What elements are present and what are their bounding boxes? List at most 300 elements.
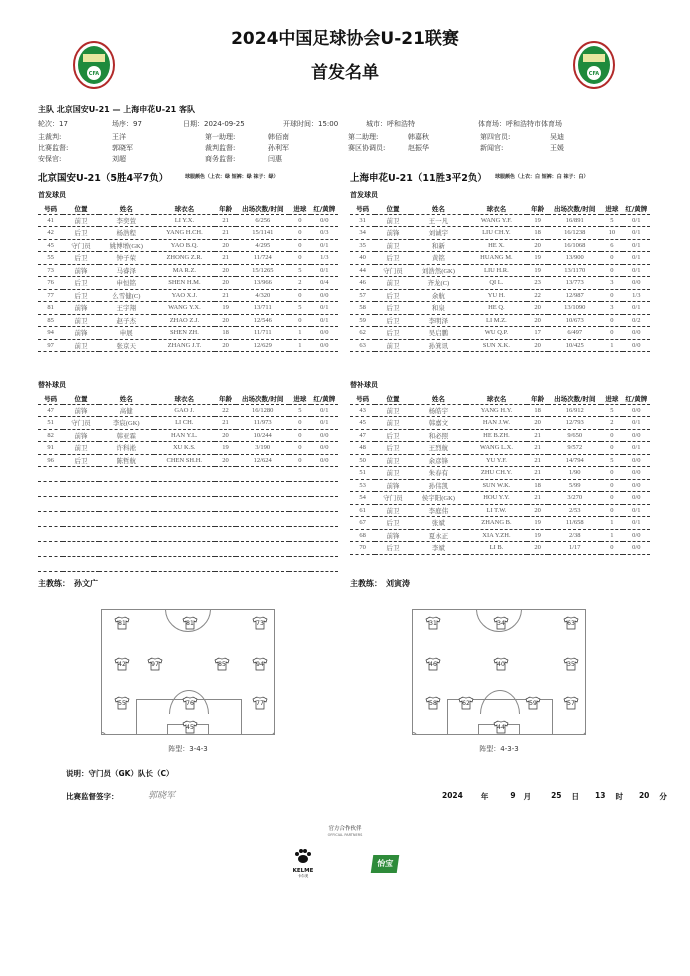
player-cell: WANG Y.F.: [466, 214, 527, 227]
player-cell: 91: [38, 442, 63, 455]
player-cell: 前锋: [63, 429, 98, 442]
player-cell: 0/0: [623, 542, 650, 555]
player-cell: 13/1090: [548, 302, 601, 315]
player-cell: 0: [601, 479, 622, 492]
player-cell: 夏永正: [411, 529, 466, 542]
player-cell: 2: [289, 277, 310, 290]
player-cell: 13/711: [236, 302, 289, 315]
player-row: [350, 479, 650, 492]
official-label: 主裁判:: [38, 133, 62, 141]
player-cell: 20: [215, 264, 236, 277]
player-cell: 21: [215, 214, 236, 227]
player-cell: 后卫: [63, 227, 98, 240]
official-name: 闫惠: [268, 155, 282, 163]
player-cell: 16/912: [548, 404, 601, 417]
player-cell: 11/658: [548, 517, 601, 530]
player-cell: 0/1: [623, 264, 650, 277]
player-cell: 0/1: [311, 314, 338, 327]
player-cell: 后卫: [63, 277, 98, 290]
player-cell: 1: [601, 517, 622, 530]
official-label: 第四官员:: [480, 133, 511, 141]
player-cell: 4/320: [236, 289, 289, 302]
column-header: 出场次数/时间: [548, 393, 601, 404]
player-cell: 0/0: [311, 289, 338, 302]
player-cell: 孙伟凯: [411, 479, 466, 492]
player-cell: 后卫: [375, 302, 410, 315]
player-cell: 22: [215, 404, 236, 417]
round: 轮次：17: [38, 120, 68, 128]
player-cell: LI Y.X.: [154, 214, 215, 227]
player-cell: 54: [350, 492, 375, 505]
column-header: 红/黄牌: [623, 203, 650, 214]
player-row: [350, 214, 650, 227]
player-shirt: [252, 657, 268, 671]
player-cell: 16/1238: [548, 227, 601, 240]
player-cell: 0/0: [623, 339, 650, 352]
player-cell: 0: [601, 252, 622, 265]
player-cell: 前卫: [375, 454, 410, 467]
official-name: 吴迪: [550, 133, 564, 141]
player-cell: 15/1141: [236, 227, 289, 240]
player-cell: 0: [601, 314, 622, 327]
player-cell: 41: [38, 214, 63, 227]
player-cell: 45: [350, 417, 375, 430]
player-cell: 51: [350, 467, 375, 480]
player-cell: 前卫: [63, 339, 98, 352]
player-cell: MA R.Z.: [154, 264, 215, 277]
player-cell: 0/1: [623, 504, 650, 517]
player-row: [38, 252, 338, 265]
date-part: 日: [571, 792, 580, 801]
player-cell: 21: [215, 289, 236, 302]
player-cell: 后卫: [375, 252, 410, 265]
player-cell: 守门员: [375, 264, 410, 277]
goal: [487, 734, 511, 735]
player-cell: XU K.S.: [154, 442, 215, 455]
player-cell: 62: [350, 327, 375, 340]
column-header: 姓名: [411, 393, 466, 404]
player-cell: 20: [527, 239, 548, 252]
player-cell: 9/650: [548, 429, 601, 442]
home-subs-table: [38, 393, 338, 572]
player-cell: 李斌: [411, 542, 466, 555]
player-cell: 赵子杰: [99, 314, 154, 327]
match-no: 场序：97: [112, 120, 142, 128]
player-cell: 67: [350, 517, 375, 530]
player-cell: 6/497: [548, 327, 601, 340]
shirt-number: 85: [218, 661, 226, 668]
shirt-number: 94: [256, 661, 264, 668]
column-header: 球衣名: [466, 203, 527, 214]
player-cell: 20: [215, 277, 236, 290]
shirt-number: 42: [118, 661, 126, 668]
player-cell: 前锋: [375, 479, 410, 492]
player-cell: 20: [215, 339, 236, 352]
player-cell: 97: [38, 339, 63, 352]
player-cell: 0: [289, 289, 310, 302]
player-cell: 3: [601, 302, 622, 315]
player-cell: SHEN H.M.: [154, 277, 215, 290]
player-cell: 21: [527, 454, 548, 467]
player-row: [350, 504, 650, 517]
player-cell: LI B.: [466, 542, 527, 555]
home-starters-label: 首发球员: [38, 191, 66, 199]
player-cell: 1/17: [548, 542, 601, 555]
player-cell: 孙箕讯: [411, 339, 466, 352]
player-cell: 0: [601, 289, 622, 302]
player-cell: 和新: [411, 239, 466, 252]
player-cell: 1: [601, 529, 622, 542]
player-cell: 守门员: [63, 417, 98, 430]
player-cell: 和泉: [411, 302, 466, 315]
match-date: 日期：2024-09-25: [183, 120, 245, 128]
player-cell: 0/0: [311, 327, 338, 340]
player-cell: 70: [350, 542, 375, 555]
away-coach-name: 刘寅涛: [386, 579, 410, 588]
player-cell: 0/1: [623, 252, 650, 265]
player-row: [38, 327, 338, 340]
player-cell: ZHANG B.: [466, 517, 527, 530]
player-cell: ZHU CH.Y.: [466, 467, 527, 480]
player-shirt: [563, 657, 579, 671]
player-cell: 0/0: [311, 214, 338, 227]
page-title: 2024中国足球协会U-21联赛: [231, 29, 459, 49]
player-cell: 前卫: [375, 214, 410, 227]
player-cell: HOU Y.Y.: [466, 492, 527, 505]
player-row: [350, 289, 650, 302]
player-cell: 申展: [99, 327, 154, 340]
player-row: [350, 404, 650, 417]
column-header: 位置: [63, 203, 98, 214]
player-cell: 21: [527, 442, 548, 455]
player-cell: HUANG M.: [466, 252, 527, 265]
player-row: [350, 227, 650, 240]
shirt-number: 46: [429, 661, 437, 668]
player-cell: 0: [601, 542, 622, 555]
player-cell: 前卫: [63, 314, 98, 327]
player-cell: 40: [350, 252, 375, 265]
player-shirt: [147, 657, 163, 671]
column-header: 进球: [601, 203, 622, 214]
player-shirt: [493, 720, 509, 734]
player-cell: 前卫: [375, 339, 410, 352]
player-cell: 55: [38, 252, 63, 265]
player-cell: 59: [350, 314, 375, 327]
player-row: [350, 264, 650, 277]
player-cell: 10/673: [548, 314, 601, 327]
player-cell: 13/1170: [548, 264, 601, 277]
player-shirt: [252, 616, 268, 630]
player-cell: 0/0: [623, 454, 650, 467]
player-cell: 19: [215, 302, 236, 315]
official-label: 第二助理:: [348, 133, 379, 141]
player-cell: 0: [601, 327, 622, 340]
player-cell: LI M.Z.: [466, 314, 527, 327]
player-cell: 20: [215, 454, 236, 467]
official-name: 韩佰南: [268, 133, 289, 141]
away-formation-pitch: [412, 609, 586, 735]
shirt-number: 34: [497, 620, 505, 627]
player-cell: 杨皓宇: [411, 404, 466, 417]
column-header: 姓名: [99, 203, 154, 214]
player-cell: YANG H.CH.: [154, 227, 215, 240]
corner-arc: [101, 732, 106, 735]
player-cell: 10/244: [236, 429, 289, 442]
player-row: [38, 227, 338, 240]
player-cell: 5: [289, 264, 310, 277]
player-cell: 后卫: [375, 517, 410, 530]
player-cell: 13/966: [236, 277, 289, 290]
kelme-logo: [288, 848, 318, 879]
player-row: [38, 264, 338, 277]
shirt-number: 81: [186, 620, 194, 627]
column-header: 姓名: [99, 393, 154, 404]
player-cell: 0: [601, 467, 622, 480]
player-cell: 4/295: [236, 239, 289, 252]
player-cell: 1/3: [623, 289, 650, 302]
player-cell: 73: [38, 264, 63, 277]
kelme-text: KELME: [292, 868, 314, 874]
partners-subtitle: OFFICIAL PARTNERS: [327, 833, 363, 837]
home-team-name: 北京国安U-21（5胜4平7负）: [38, 173, 169, 184]
player-cell: 陈哲航: [99, 454, 154, 467]
svg-text:CFA: CFA: [88, 71, 100, 77]
column-header: 出场次数/时间: [548, 203, 601, 214]
player-cell: CHEN SH.H.: [154, 454, 215, 467]
shirt-number: 59: [529, 700, 537, 707]
player-cell: 11/711: [236, 327, 289, 340]
player-cell: 46: [350, 277, 375, 290]
player-cell: 李奕萱: [99, 214, 154, 227]
player-cell: 后卫: [63, 252, 98, 265]
player-cell: 19: [527, 264, 548, 277]
player-row: [38, 429, 338, 442]
date-part: 年: [480, 792, 489, 801]
player-cell: 57: [350, 289, 375, 302]
player-cell: 后卫: [375, 542, 410, 555]
player-cell: 20: [215, 239, 236, 252]
player-cell: 5/99: [548, 479, 601, 492]
column-header: 球衣名: [154, 393, 215, 404]
player-cell: 85: [38, 314, 63, 327]
official-label: 第一助理:: [205, 133, 236, 141]
goal: [176, 734, 200, 735]
player-shirt: [182, 696, 198, 710]
player-cell: 63: [350, 339, 375, 352]
player-cell: 19: [527, 529, 548, 542]
player-cell: 0: [289, 429, 310, 442]
player-cell: 1: [601, 339, 622, 352]
player-cell: 5: [289, 302, 310, 315]
player-row: [350, 277, 650, 290]
player-cell: 0/3: [311, 227, 338, 240]
player-cell: 申恒铭: [99, 277, 154, 290]
column-header: 球衣名: [154, 203, 215, 214]
official-name: 王媛: [550, 144, 564, 152]
player-cell: 0/1: [623, 442, 650, 455]
official-label: 安保官:: [38, 155, 62, 163]
column-header: 出场次数/时间: [236, 393, 289, 404]
away-team-name: 上海申花U-21（11胜3平2负）: [350, 173, 487, 184]
player-cell: 21: [527, 429, 548, 442]
player-cell: 后卫: [375, 327, 410, 340]
empty-row: [38, 527, 338, 542]
date-part: 时: [615, 792, 623, 801]
away-kit-colors: 球服颜色（上衣：白 短裤：白 袜子：白）: [495, 174, 589, 180]
partners-title: 官方合作伙伴: [328, 826, 362, 832]
shirt-number: 76: [186, 700, 194, 707]
player-shirt: [493, 657, 509, 671]
shirt-number: 97: [151, 661, 159, 668]
player-cell: 前卫: [375, 504, 410, 517]
player-cell: 刘浩然(GK): [411, 264, 466, 277]
home-coach-label: 主教练：: [38, 579, 70, 588]
empty-row: [38, 467, 338, 482]
player-cell: 前锋: [375, 227, 410, 240]
player-row: [350, 542, 650, 555]
date-part: 分: [659, 792, 667, 801]
shirt-number: 58: [429, 700, 437, 707]
player-cell: 2: [601, 417, 622, 430]
player-cell: 李宸(GK): [99, 417, 154, 430]
official-name: 郭晓军: [112, 144, 133, 152]
player-cell: YU H.: [466, 289, 527, 302]
player-cell: 47: [350, 429, 375, 442]
player-cell: YAO B.Q.: [154, 239, 215, 252]
player-cell: 守门员: [375, 492, 410, 505]
player-cell: 12/629: [236, 339, 289, 352]
player-cell: 韩嘉文: [411, 417, 466, 430]
player-cell: 么雪健(C): [99, 289, 154, 302]
away-coach-label: 主教练：: [350, 579, 382, 588]
shirt-number: 57: [567, 700, 575, 707]
cestbon-logo: 怡宝: [371, 855, 400, 873]
player-cell: 21: [527, 492, 548, 505]
home-kit-colors: 球服颜色（上衣：绿 短裤：绿 袜子：绿）: [185, 174, 279, 180]
player-cell: 61: [350, 504, 375, 517]
player-cell: 钟子荣: [99, 252, 154, 265]
player-cell: 0/0: [623, 327, 650, 340]
player-cell: 21: [215, 417, 236, 430]
player-cell: 3: [601, 277, 622, 290]
legend-note: 说明：守门员（GK）队长（C）: [66, 769, 174, 778]
player-cell: 前锋: [63, 302, 98, 315]
date-part: 20: [638, 791, 650, 800]
player-cell: 96: [38, 454, 63, 467]
shirt-number: 40: [497, 661, 505, 668]
player-cell: ZHANG J.T.: [154, 339, 215, 352]
player-cell: 张斌: [411, 517, 466, 530]
player-cell: 韩亚霖: [99, 429, 154, 442]
player-cell: HE Q.: [466, 302, 527, 315]
player-cell: 0/0: [623, 529, 650, 542]
player-cell: LI T.W.: [466, 504, 527, 517]
player-cell: 16/891: [548, 214, 601, 227]
player-cell: 0: [601, 504, 622, 517]
player-cell: 前卫: [375, 417, 410, 430]
player-cell: 0: [289, 214, 310, 227]
shirt-number: 45: [186, 724, 194, 731]
player-cell: 王烈航: [411, 442, 466, 455]
player-cell: 刘诚宇: [411, 227, 466, 240]
official-label: 赛区协调员:: [348, 144, 386, 152]
player-cell: 58: [350, 302, 375, 315]
player-cell: 马睿泽: [99, 264, 154, 277]
player-cell: 0/1: [623, 517, 650, 530]
player-cell: 20: [527, 542, 548, 555]
column-header: 球衣名: [466, 393, 527, 404]
official-name: 刘超: [112, 155, 126, 163]
player-row: [38, 289, 338, 302]
player-cell: 94: [38, 327, 63, 340]
player-cell: 侯宇阳(GK): [411, 492, 466, 505]
shirt-number: 31: [429, 620, 437, 627]
player-cell: 0/0: [623, 404, 650, 417]
player-row: [350, 252, 650, 265]
player-cell: 后卫: [63, 289, 98, 302]
player-cell: ZHAO Z.J.: [154, 314, 215, 327]
column-header: 号码: [350, 393, 375, 404]
empty-row: [38, 482, 338, 497]
player-row: [38, 277, 338, 290]
player-cell: HAN Y.L.: [154, 429, 215, 442]
player-cell: 10: [601, 227, 622, 240]
player-cell: 20: [527, 339, 548, 352]
player-cell: 0/2: [623, 314, 650, 327]
column-header: 红/黄牌: [311, 203, 338, 214]
match-line: 主队 北京国安U-21 — 上海申花U-21 客队: [38, 105, 196, 114]
player-cell: 0: [289, 227, 310, 240]
player-cell: 0: [601, 442, 622, 455]
away-formation: 阵型：4-3-3: [479, 745, 519, 753]
empty-row: [38, 512, 338, 527]
player-cell: 51: [38, 417, 63, 430]
player-cell: 0: [289, 314, 310, 327]
signature-date: [442, 791, 667, 802]
official-label: 裁判监督:: [205, 144, 236, 152]
player-cell: 6/256: [236, 214, 289, 227]
player-cell: 19: [527, 517, 548, 530]
player-row: [38, 417, 338, 430]
player-cell: 姚博增(GK): [99, 239, 154, 252]
player-cell: 22: [527, 289, 548, 302]
player-cell: 12/546: [236, 314, 289, 327]
player-cell: 3/270: [548, 492, 601, 505]
player-cell: 前卫: [375, 404, 410, 417]
player-cell: 前锋: [63, 404, 98, 417]
player-shirt: [114, 616, 130, 630]
player-cell: 21: [215, 252, 236, 265]
player-row: [350, 442, 650, 455]
player-cell: HE B.ZH.: [466, 429, 527, 442]
player-cell: 前卫: [375, 239, 410, 252]
player-cell: 20: [527, 417, 548, 430]
player-row: [38, 339, 338, 352]
player-cell: LIU H.R.: [466, 264, 527, 277]
player-cell: 0/1: [311, 302, 338, 315]
player-row: [350, 467, 650, 480]
player-cell: 0/1: [623, 239, 650, 252]
player-cell: SUN X.K.: [466, 339, 527, 352]
player-cell: 23: [527, 277, 548, 290]
column-header: 红/黄牌: [311, 393, 338, 404]
player-shirt: [425, 657, 441, 671]
player-row: [350, 417, 650, 430]
player-cell: WANG L.X.: [466, 442, 527, 455]
paw-icon: [293, 848, 313, 864]
player-cell: 前卫: [375, 467, 410, 480]
date-part: 25: [551, 791, 562, 800]
